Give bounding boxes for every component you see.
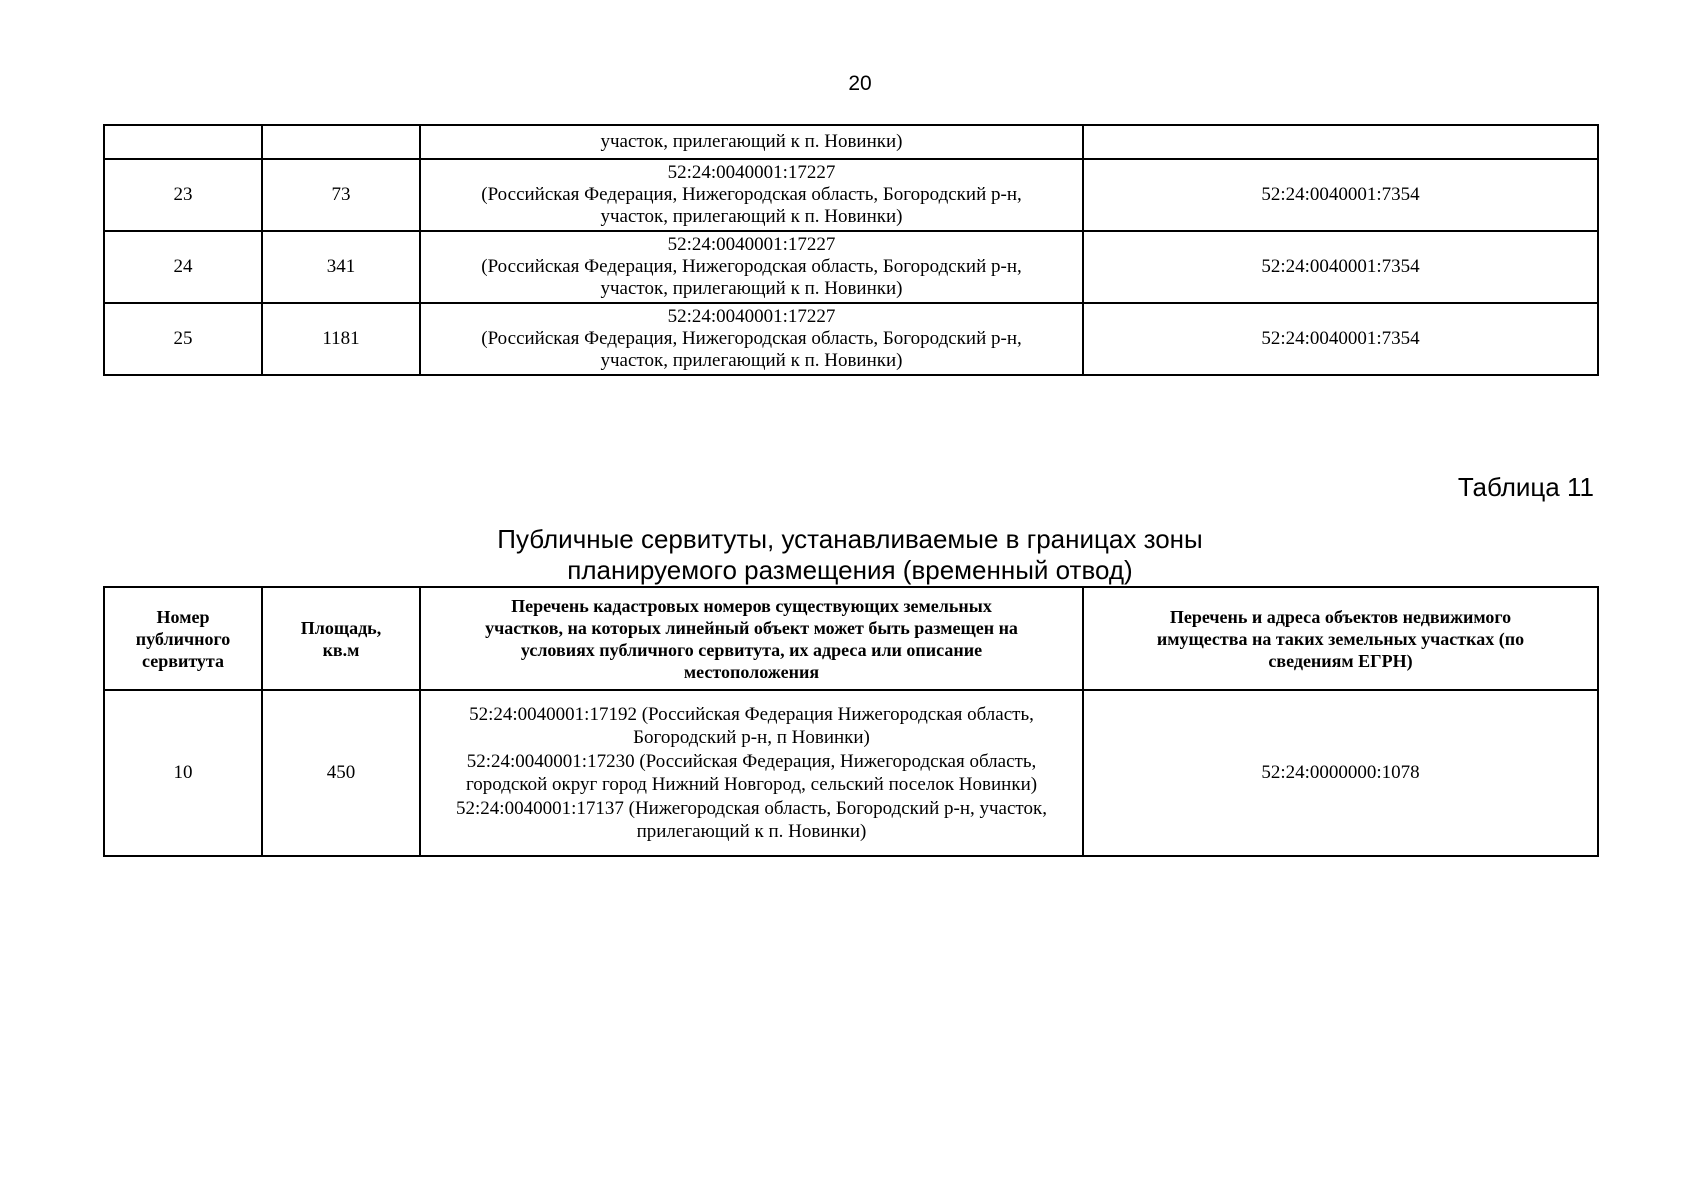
table-row — [104, 125, 1598, 159]
cell-area: 73 — [262, 159, 420, 231]
header-line: кв.м — [322, 639, 360, 660]
cell-objects: 52:24:0000000:1078 — [1083, 690, 1598, 856]
parcel-line: Богородский р-н, п Новинки) — [633, 727, 870, 748]
cell-area: 1181 — [262, 303, 420, 375]
cell-number — [104, 125, 262, 159]
cell-number: 10 — [104, 690, 262, 856]
table-label: Таблица 11 — [1457, 472, 1594, 502]
cell-objects: 52:24:0040001:7354 — [1083, 231, 1598, 303]
table-row — [104, 159, 1598, 231]
table-row — [104, 690, 1598, 856]
parcel-line: 52:24:0040001:17230 (Российская Федерация, Нижегородская область, — [466, 750, 1037, 772]
header-parcels — [420, 587, 1083, 690]
parcel-line: 52:24:0040001:17192 (Российская Федерация Нижегородская область, — [469, 703, 1034, 725]
cell-area: 341 — [262, 231, 420, 303]
parcel-line: (Российская Федерация, Нижегородская область, Богородский р-н, — [481, 184, 1022, 205]
parcel-line: участок, прилегающий к п. Новинки) — [600, 278, 903, 299]
parcel-line: участок, прилегающий к п. Новинки) — [600, 350, 903, 371]
parcel-line: городской округ город Нижний Новгород, сельский поселок Новинки) — [465, 774, 1038, 795]
page-number: 20 — [848, 72, 872, 95]
header-line: сведениям ЕГРН) — [1268, 650, 1413, 671]
header-line: публичного — [135, 628, 231, 649]
parcel-line: участок, прилегающий к п. Новинки) — [600, 206, 903, 227]
parcel-line: (Российская Федерация, Нижегородская область, Богородский р-н, — [481, 256, 1022, 277]
header-servitude-number — [104, 587, 262, 690]
cell-parcels — [420, 231, 1083, 303]
parcel-line: (Российская Федерация, Нижегородская область, Богородский р-н, — [481, 328, 1022, 349]
cell-area — [262, 125, 420, 159]
caption-line: Публичные сервитуты, устанавливаемые в границах зоны — [497, 524, 1203, 554]
cell-objects: 52:24:0040001:7354 — [1083, 303, 1598, 375]
parcel-line: 52:24:0040001:17227 — [667, 234, 836, 255]
header-line: Номер — [156, 606, 210, 627]
header-line: местоположения — [683, 661, 820, 682]
cell-parcels — [420, 159, 1083, 231]
cell-parcels — [420, 303, 1083, 375]
header-line: Площадь, — [300, 617, 382, 638]
header-line: сервитута — [142, 650, 224, 671]
header-line: условиях публичного сервитута, их адреса или описание — [520, 639, 983, 660]
table-caption — [103, 524, 1597, 586]
header-line: участков, на которых линейный объект может быть размещен на — [485, 617, 1018, 638]
caption-line: планируемого размещения (временный отвод) — [567, 555, 1133, 585]
header-line: Перечень и адреса объектов недвижимого — [1169, 606, 1512, 627]
header-line: Перечень кадастровых номеров существующих земельных — [511, 595, 992, 616]
table-row — [104, 231, 1598, 303]
cell-objects: 52:24:0040001:7354 — [1083, 159, 1598, 231]
cell-parcels — [420, 690, 1083, 856]
cell-parcels: участок, прилегающий к п. Новинки) — [420, 125, 1083, 159]
header-area — [262, 587, 420, 690]
cell-area: 450 — [262, 690, 420, 856]
parcel-line: 52:24:0040001:17227 — [667, 306, 836, 327]
table-row — [104, 303, 1598, 375]
servitude-table — [103, 586, 1599, 857]
header-objects — [1083, 587, 1598, 690]
cell-number: 25 — [104, 303, 262, 375]
cell-objects — [1083, 125, 1598, 159]
header-row — [104, 587, 1598, 690]
parcel-line: прилегающий к п. Новинки) — [636, 821, 867, 842]
continued-table — [103, 124, 1599, 376]
cell-number: 24 — [104, 231, 262, 303]
parcel-line: 52:24:0040001:17227 — [667, 162, 836, 183]
cell-number: 23 — [104, 159, 262, 231]
parcel-line: 52:24:0040001:17137 (Нижегородская область, Богородский р-н, участок, — [456, 797, 1047, 819]
header-line: имущества на таких земельных участках (по — [1156, 628, 1525, 649]
